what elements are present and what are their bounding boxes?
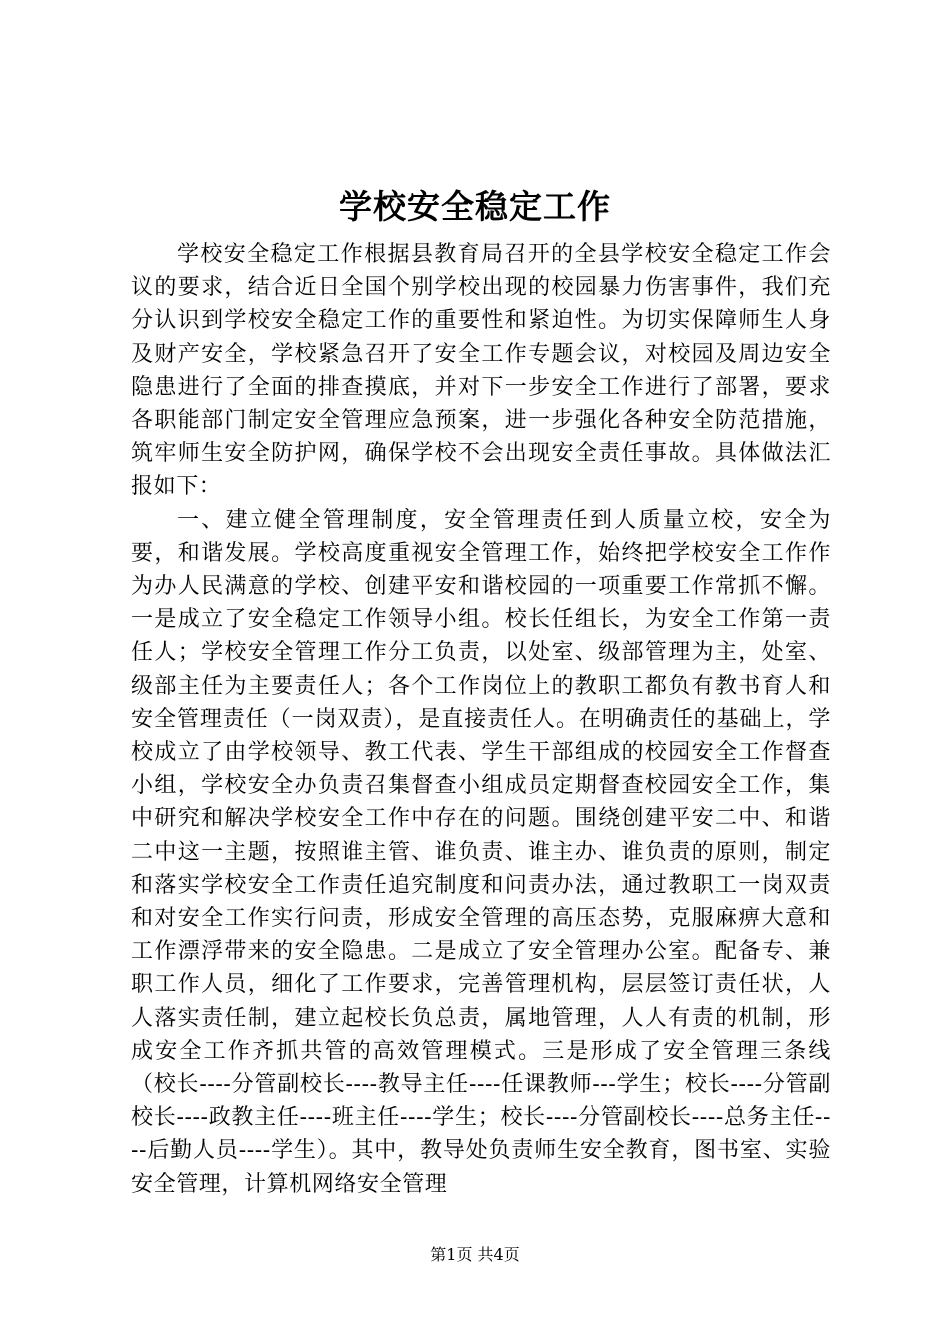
page-footer: 第1页 共4页 — [430, 1245, 520, 1264]
document-title: 学校安全稳定工作 — [339, 187, 611, 226]
paragraph-section-one: 一、建立健全管理制度，安全管理责任到人质量立校，安全为要，和谐发展。学校高度重视安全管理工作，始终把学校安全工作作为办人民满意的学校、创建平安和谐校园的一项重要工作常抓不懈。一是成立了安全稳定工作领导小组。校长任组长，为安全工作第一责任人；学校安全管理工作分工负责，以处室、级部管理为主，处室、级部主任为主要责任人；各个工作岗位上的教职工都负有教书育人和安全管理责任（一岗双责），是直接责任人。在明确责任的基础上，学校成立了由学校领导、教工代表、学生干部组成的校园安全工作督查小组，学校安全办负责召集督查小组成员定期督查校园安全工作，集中研究和解决学校安全工作中存在的问题。围绕创建平安二中、和谐二中这一主题，按照谁主管、谁负责、谁主办、谁负责的原则，制定和落实学校安全工作责任追究制度和问责办法，通过教职工一岗双责和对安全工作实行问责，形成安全管理的高压态势，克服麻痹大意和工作漂浮带来的安全隐患。二是成立了安全管理办公室。配备专、兼职工作人员，细化了工作要求，完善管理机构，层层签订责任状，人人落实责任制，建立起校长负总责，属地管理，人人有责的机制，形成安全工作齐抓共管的高效管理模式。三是形成了安全管理三条线（校长----分管副校长----教导主任----任课教师---学生；校长----分管副校长----政教主任----班主任----学生；校长----分管副校长----总务主任----后勤人员----学生）。其中，教导处负责师生安全教育，图书室、实验安全管理，计算机网络安全管理 — [131, 507, 831, 1197]
paragraph-intro: 学校安全稳定工作根据县教育局召开的全县学校安全稳定工作会议的要求，结合近日全国个别学校出现的校园暴力伤害事件，我们充分认识到学校安全稳定工作的重要性和紧迫性。为切实保障师生人身及财产安全，学校紧急召开了安全工作专题会议，对校园及周边安全隐患进行了全面的排查摸底，并对下一步安全工作进行了部署，要求各职能部门制定安全管理应急预案，进一步强化各种安全防范措施，筑牢师生安全防护网，确保学校不会出现安全责任事故。具体做法汇报如下： — [131, 242, 831, 500]
document-body — [131, 238, 831, 1201]
